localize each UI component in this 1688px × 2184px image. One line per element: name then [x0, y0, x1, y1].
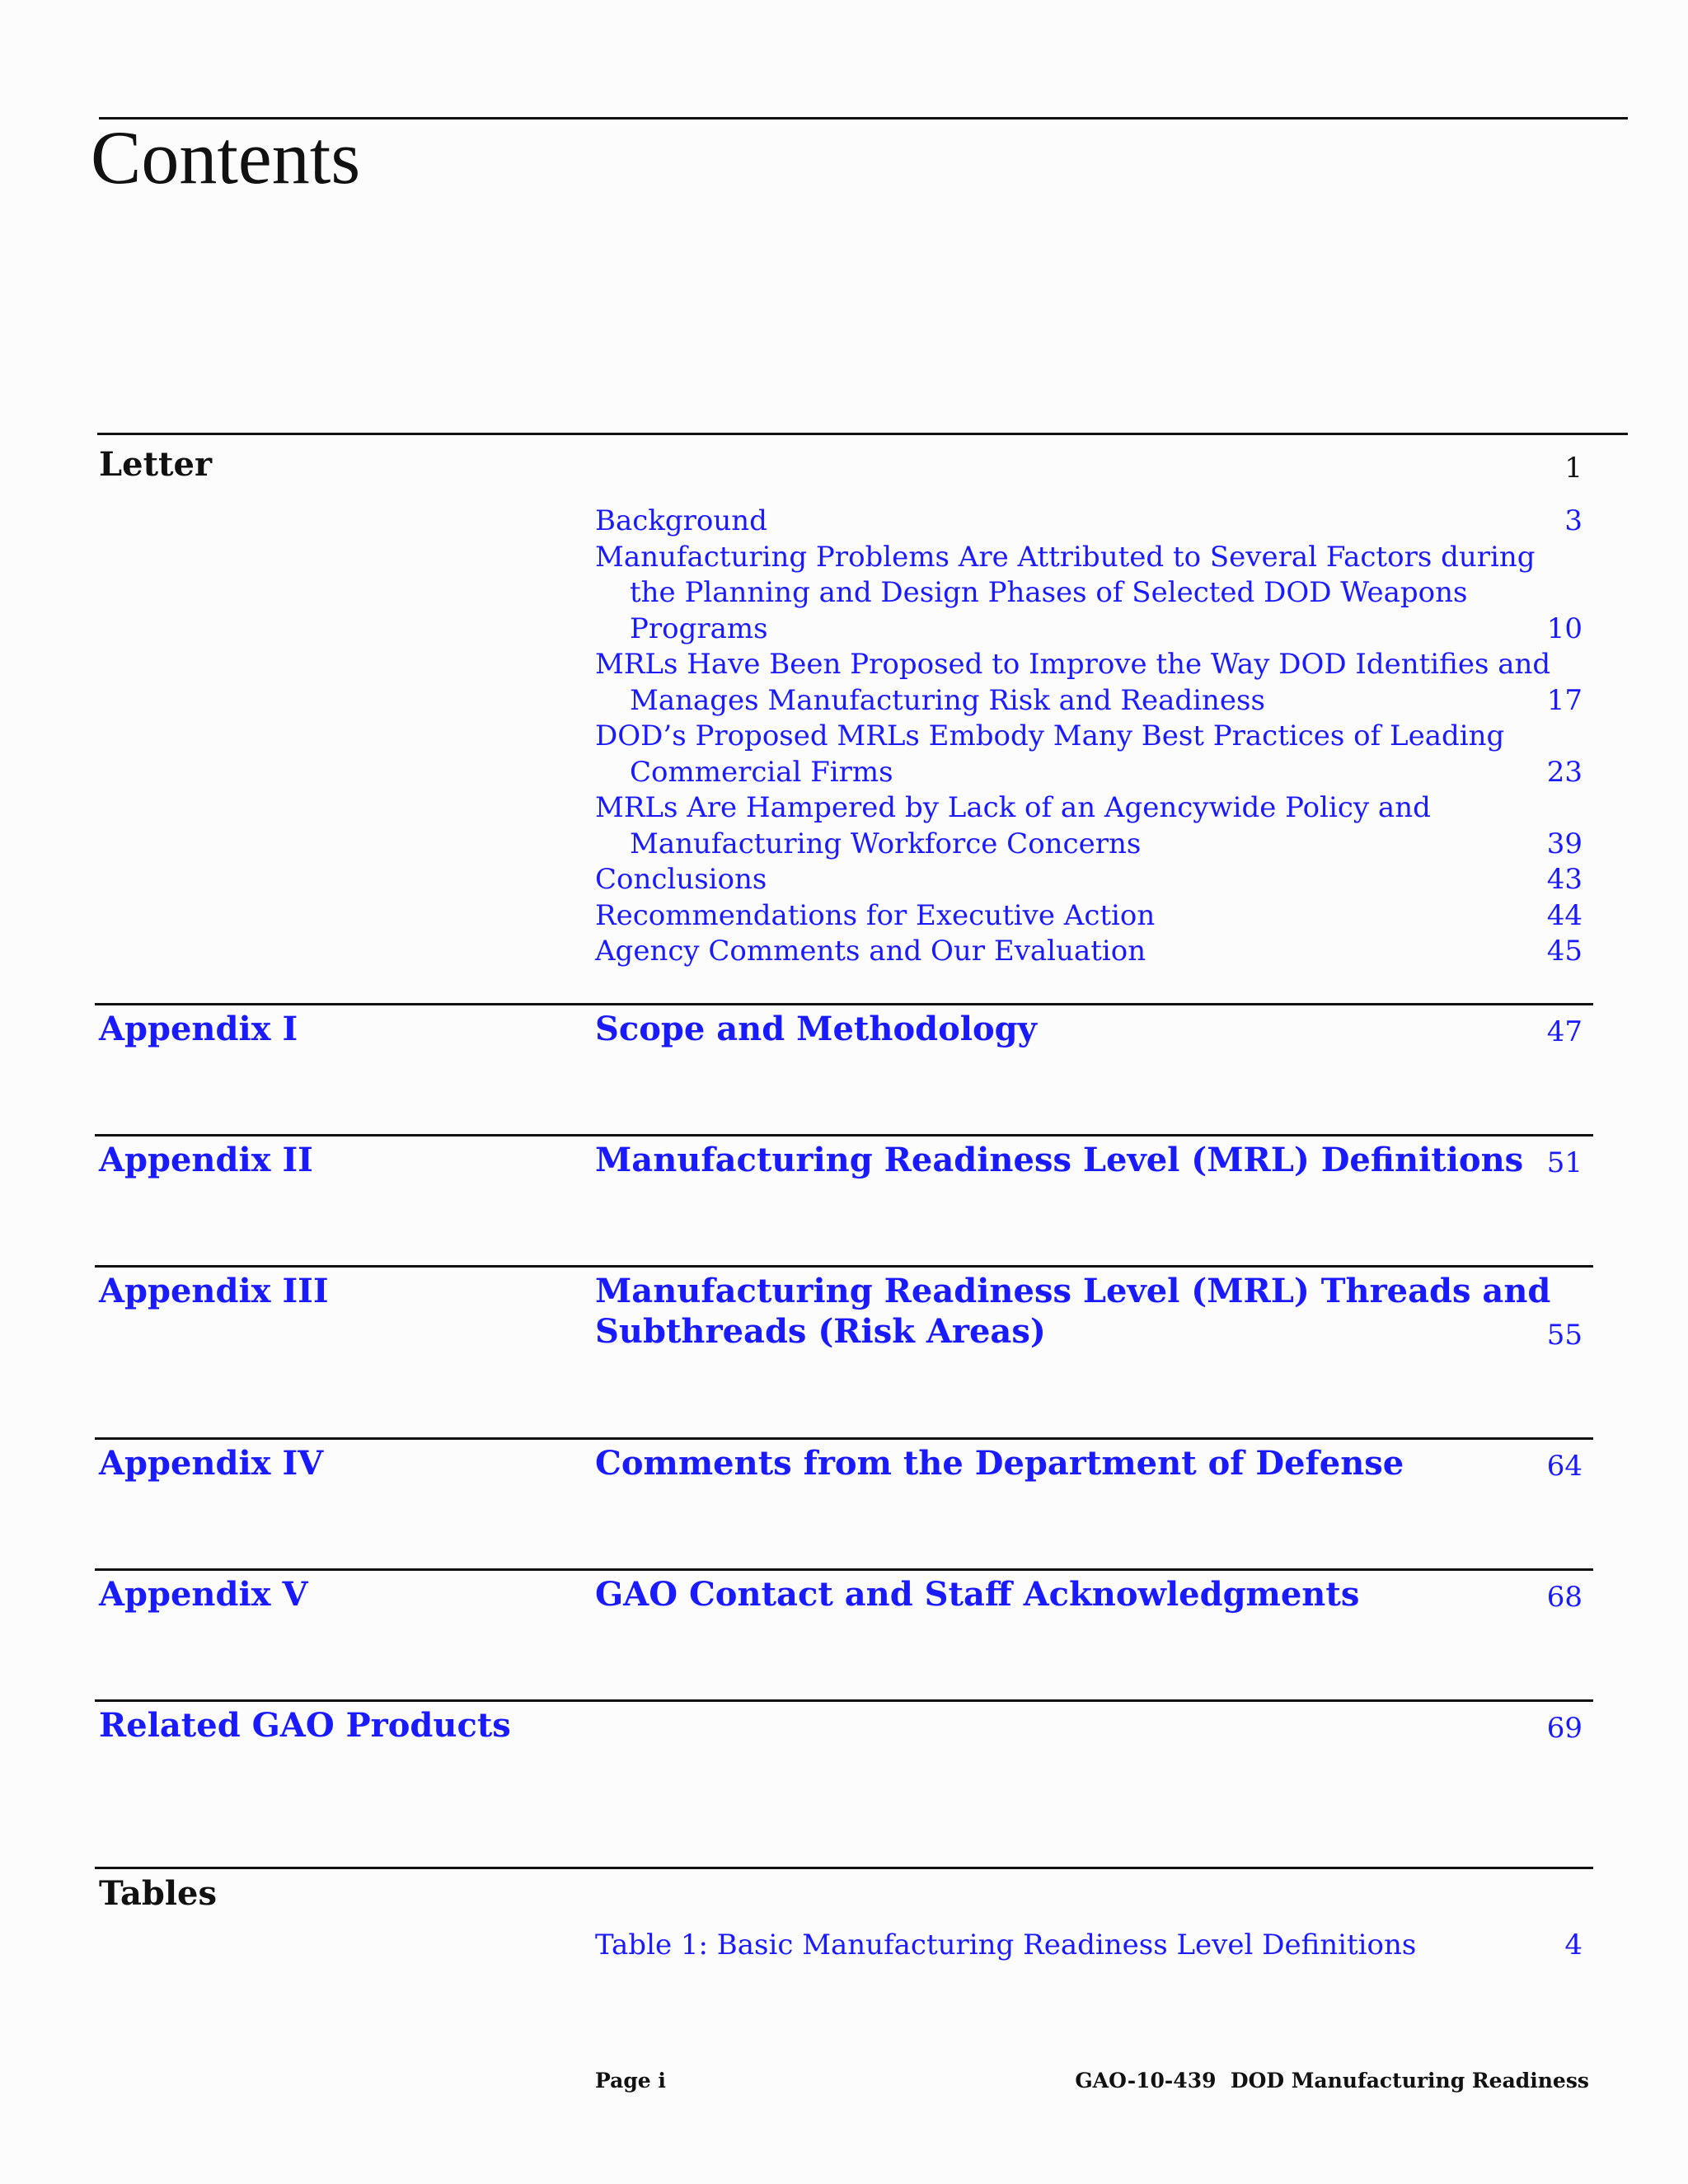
appendix-i-label[interactable]: Appendix I: [99, 1010, 298, 1048]
toc-link-mrls-hampered[interactable]: MRLs Are Hampered by Lack of an Agencywide Policy and: [595, 791, 1431, 824]
section-rule-letter: [97, 433, 1628, 435]
appendix-v-label[interactable]: Appendix V: [99, 1575, 308, 1614]
footer-report-id: GAO-10-439 DOD Manufacturing Readiness: [1075, 2069, 1589, 2093]
toc-link-background[interactable]: Background: [595, 504, 767, 537]
toc-link-agency-comments[interactable]: Agency Comments and Our Evaluation: [595, 935, 1146, 968]
toc-page-best-practices: 23: [1546, 756, 1582, 789]
section-rule-appendix-iii: [95, 1265, 1593, 1268]
toc-link-manufacturing-problems[interactable]: Manufacturing Problems Are Attributed to Several Factors during: [595, 541, 1536, 574]
toc-link-mrls-proposed-line2[interactable]: Manages Manufacturing Risk and Readiness: [630, 684, 1265, 717]
appendix-iv-title[interactable]: Comments from the Department of Defense: [595, 1444, 1404, 1483]
toc-page-manufacturing-problems: 10: [1546, 612, 1582, 645]
section-rule-related-products: [95, 1699, 1593, 1702]
related-products-page: 69: [1546, 1712, 1582, 1745]
toc-link-mrls-proposed[interactable]: MRLs Have Been Proposed to Improve the Way DOD Identifies and: [595, 648, 1551, 681]
section-rule-appendix-iv: [95, 1437, 1593, 1440]
toc-page-conclusions: 43: [1546, 863, 1582, 896]
section-rule-tables: [95, 1867, 1593, 1869]
appendix-iii-label[interactable]: Appendix III: [99, 1272, 329, 1310]
appendix-iv-label[interactable]: Appendix IV: [99, 1444, 324, 1483]
toc-page-mrls-hampered: 39: [1546, 827, 1582, 860]
appendix-v-title[interactable]: GAO Contact and Staff Acknowledgments: [595, 1575, 1360, 1614]
section-rule-appendix-v: [95, 1568, 1593, 1571]
appendix-ii-label[interactable]: Appendix II: [99, 1141, 313, 1179]
appendix-iii-title-line2[interactable]: Subthreads (Risk Areas): [595, 1312, 1046, 1351]
toc-link-manufacturing-problems-line2[interactable]: the Planning and Design Phases of Selected DOD Weapons: [630, 576, 1468, 609]
toc-link-table-1[interactable]: Table 1: Basic Manufacturing Readiness Level Definitions: [595, 1929, 1417, 1961]
toc-page-table-1: 4: [1564, 1929, 1582, 1961]
toc-page-agency-comments: 45: [1546, 935, 1582, 968]
toc-link-best-practices[interactable]: DOD’s Proposed MRLs Embody Many Best Practices of Leading: [595, 719, 1505, 752]
section-rule-appendix-i: [95, 1003, 1593, 1005]
appendix-ii-title[interactable]: Manufacturing Readiness Level (MRL) Definitions: [595, 1141, 1524, 1179]
letter-heading: Letter: [99, 445, 213, 484]
tables-heading: Tables: [99, 1874, 217, 1913]
related-products-link[interactable]: Related GAO Products: [99, 1706, 511, 1745]
toc-page-mrls-proposed: 17: [1546, 684, 1582, 717]
toc-link-mrls-hampered-line2[interactable]: Manufacturing Workforce Concerns: [630, 827, 1142, 860]
appendix-i-page: 47: [1546, 1015, 1582, 1048]
appendix-ii-page: 51: [1546, 1146, 1582, 1179]
toc-link-recommendations[interactable]: Recommendations for Executive Action: [595, 899, 1156, 932]
toc-link-manufacturing-problems-line3[interactable]: Programs: [630, 612, 768, 645]
appendix-iv-page: 64: [1546, 1450, 1582, 1483]
section-rule-appendix-ii: [95, 1134, 1593, 1137]
appendix-v-page: 68: [1546, 1581, 1582, 1614]
footer-page-label: Page i: [595, 2069, 666, 2093]
letter-page-number: 1: [1564, 452, 1582, 485]
toc-page-recommendations: 44: [1546, 899, 1582, 932]
toc-page-background: 3: [1564, 504, 1582, 537]
appendix-iii-page: 55: [1546, 1319, 1582, 1352]
toc-link-conclusions[interactable]: Conclusions: [595, 863, 767, 896]
page-title: Contents: [91, 115, 361, 199]
toc-link-best-practices-line2[interactable]: Commercial Firms: [630, 756, 893, 789]
appendix-iii-title[interactable]: Manufacturing Readiness Level (MRL) Threads and: [595, 1272, 1551, 1310]
appendix-i-title[interactable]: Scope and Methodology: [595, 1010, 1037, 1048]
